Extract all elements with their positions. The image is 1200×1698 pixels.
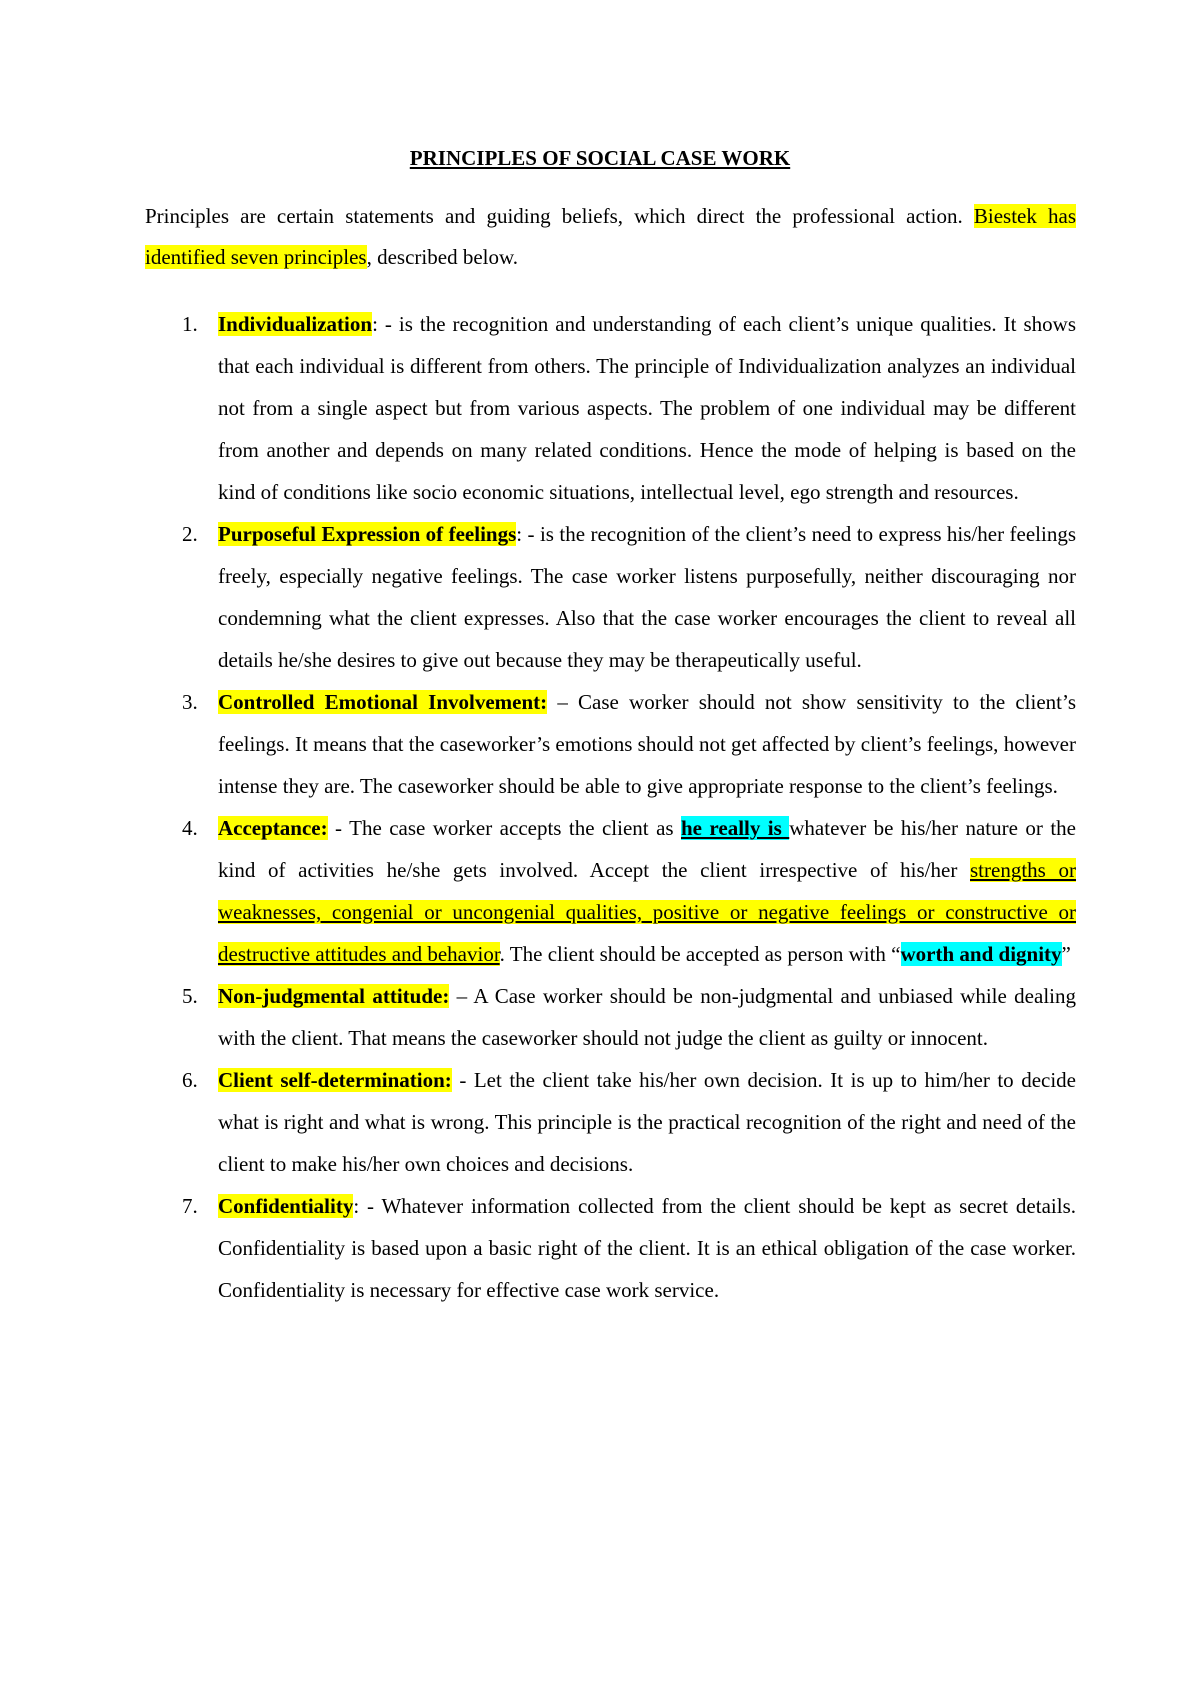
principle-term: Client self-determination: (218, 1068, 452, 1092)
acceptance-emphasis: worth and dignity (900, 942, 1062, 966)
principle-item-acceptance (145, 807, 1076, 975)
item-number: 4. (182, 816, 198, 840)
principle-term: Controlled Emotional Involvement: (218, 690, 548, 714)
acceptance-yellow-phrase: strengths or weaknesses, congenial or uncongenial qualities, positive or negative feelings or constructive or destructive attitudes and behavior (218, 858, 1076, 966)
item-number: 5. (182, 984, 198, 1008)
acceptance-cyan-phrase: he really is (681, 816, 790, 840)
principle-text-mid: whatever be his/her nature or the kind of activities he/she gets involved. Accept the client irrespective of his/her (218, 816, 1076, 882)
item-number: 1. (182, 312, 198, 336)
principle-item-self-determination (145, 1059, 1076, 1185)
principle-text: - Let the client take his/her own decision. It is up to him/her to decide what is right and what is wrong. This principle is the practical recognition of the right and need of the client to make his/her own choices and decisions. (218, 1068, 1076, 1176)
principle-term: Acceptance: (218, 816, 328, 840)
principle-term: Purposeful Expression of feelings (218, 522, 517, 546)
principle-item-purposeful-expression (145, 513, 1076, 681)
principle-text: - The case worker accepts the client as (327, 816, 681, 840)
intro-text: Principles are certain statements and guiding beliefs, which direct the professional action. (145, 204, 963, 228)
principle-item-individualization (145, 303, 1076, 513)
document-title: PRINCIPLES OF SOCIAL CASE WORK (409, 146, 791, 170)
principle-text: – Case worker should not show sensitivity to the client’s feelings. It means that the caseworker’s emotions should not get affected by client’s feelings, however intense they are. The caseworker should be able to give appropriate response to the client’s feelings. (218, 690, 1076, 798)
principle-item-non-judgmental (145, 975, 1076, 1059)
item-number: 6. (182, 1068, 198, 1092)
principle-text-mid2: . The client should be accepted as person with “ (499, 942, 901, 966)
principle-item-controlled-emotional-involvement (145, 681, 1076, 807)
principle-item-confidentiality (145, 1185, 1076, 1311)
intro-tail: , described below. (366, 245, 519, 269)
item-number: 2. (182, 522, 198, 546)
principle-term: Confidentiality (218, 1194, 354, 1218)
item-number: 7. (182, 1194, 198, 1218)
principle-text: : - is the recognition and understanding of each client’s unique qualities. It shows that each individual is different from others. The principle of Individualization analyzes an individual not from a single aspect but from various aspects. The problem of one individual may be different from another and depends on many related conditions. Hence the mode of helping is based on the kind of conditions like socio economic situations, intellectual level, ego strength and resources. (218, 312, 1076, 504)
intro-highlight: Biestek has identified seven principles (145, 204, 1077, 269)
principle-text: : - is the recognition of the client’s need to express his/her feelings freely, especially negative feelings. The case worker listens purposefully, neither discouraging nor condemning what the client expresses. Also that the case worker encourages the client to reveal all details he/she desires to give out because they may be therapeutically useful. (218, 522, 1076, 672)
principle-text: – A Case worker should be non-judgmental and unbiased while dealing with the client. That means the caseworker should not judge the client as guilty or innocent. (218, 984, 1076, 1050)
principle-term: Non-judgmental attitude: (218, 984, 450, 1008)
principle-term: Individualization (218, 312, 373, 336)
item-number: 3. (182, 690, 198, 714)
principle-text-end: ” (1061, 942, 1071, 966)
intro-paragraph (145, 196, 1076, 278)
principles-list (145, 303, 1076, 1311)
principle-text: : - Whatever information collected from the client should be kept as secret details. Confidentiality is based upon a basic right of the client. It is an ethical obligation of the case worker. Confidentiality is necessary for effective case work service. (218, 1194, 1076, 1302)
